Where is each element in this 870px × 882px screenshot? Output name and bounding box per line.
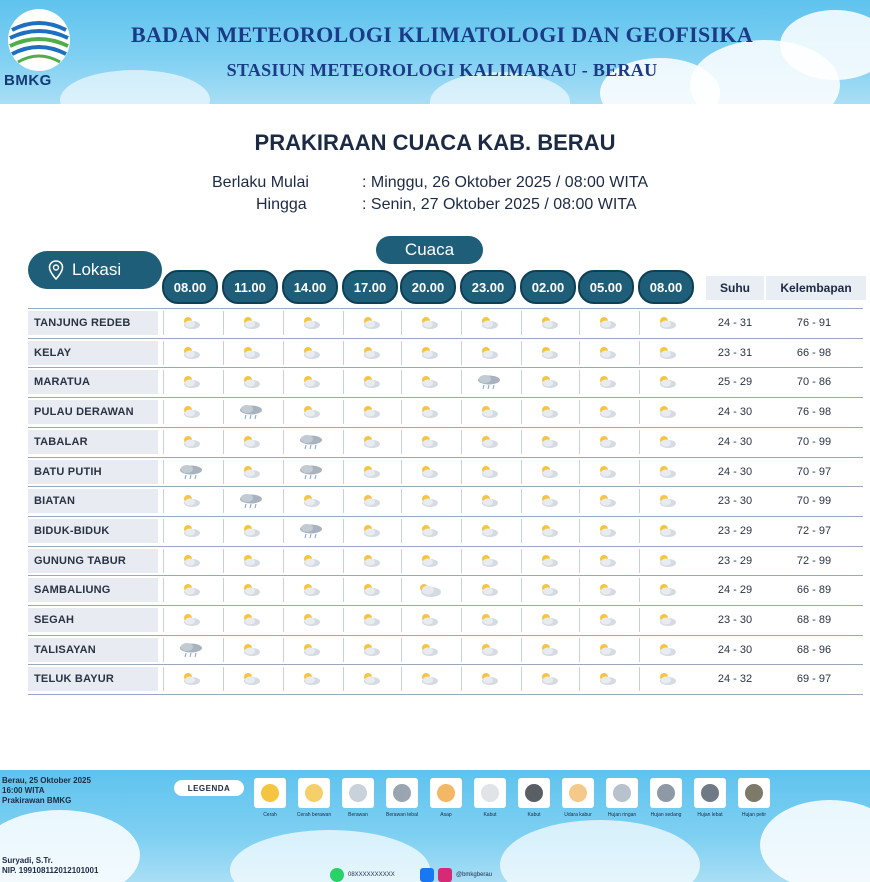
temperature-value: 24 - 30 [706,400,764,424]
row-divider [28,546,863,547]
location-name: SEGAH [28,608,158,632]
partly-cloudy-icon [639,638,693,662]
legend-item [250,778,290,818]
partly-cloudy-icon [223,578,277,602]
partly-cloudy-icon [401,608,455,632]
partly-cloudy-icon [401,549,455,573]
temperature-value: 24 - 30 [706,430,764,454]
partly-cloudy-icon [461,400,515,424]
legend-label: Hujan lebat [697,812,723,818]
issue-date: Berau, 25 Oktober 2025 16:00 WITA Prakirawan BMKG [2,776,91,805]
partly-cloudy-icon [401,341,455,365]
humidity-value: 66 - 89 [766,578,862,602]
humidity-value: 70 - 97 [766,460,862,484]
partly-cloudy-icon [521,370,575,394]
legend-item [558,778,598,818]
partly-cloudy-icon [521,578,575,602]
partly-cloudy-icon [343,638,397,662]
partly-cloudy-icon [639,549,693,573]
partly-cloudy-icon [639,370,693,394]
partly-cloudy-icon [521,489,575,513]
legend-label: Hujan ringan [607,812,637,818]
legend-item [470,778,510,818]
whatsapp-icon [330,868,344,882]
light-rain-icon [163,638,217,662]
location-pin-icon [48,260,64,280]
location-name: TABALAR [28,430,158,454]
row-divider [28,427,863,428]
mist-icon [525,784,543,802]
partly-cloudy-icon [343,460,397,484]
partly-cloudy-icon [163,400,217,424]
location-name: KELAY [28,341,158,365]
social-contact: @bmkgberau [420,868,492,882]
location-name: TELUK BAYUR [28,667,158,691]
partly-cloudy-icon [283,400,337,424]
legend-label: Kabut [483,812,497,818]
partly-cloudy-icon [461,311,515,335]
light-rain-icon [223,489,277,513]
partly-cloudy-icon [579,370,633,394]
humidity-value: 69 - 97 [766,667,862,691]
whatsapp-contact: 08XXXXXXXXXX [330,868,395,882]
partly-cloudy-icon [163,608,217,632]
humidity-value: 72 - 97 [766,519,862,543]
agency-title: BADAN METEOROLOGI KLIMATOLOGI DAN GEOFISIKA [130,22,754,47]
humidity-value: 70 - 86 [766,370,862,394]
legend-label: Hujan sedang [650,812,682,818]
valid-to-label: Hingga [256,196,307,213]
partly-cloudy-icon [639,460,693,484]
legend-item [338,778,378,818]
location-name: SAMBALIUNG [28,578,158,602]
partly-cloudy-icon [223,549,277,573]
valid-from-value: : Minggu, 26 Oktober 2025 / 08:00 WITA [362,174,649,191]
humidity-value: 72 - 99 [766,549,862,573]
partly-cloudy-icon [163,578,217,602]
row-divider [28,694,863,695]
partly-cloudy-icon [305,784,323,802]
partly-cloudy-icon [401,519,455,543]
location-name: TANJUNG REDEB [28,311,158,335]
partly-cloudy-icon [521,460,575,484]
humidity-value: 70 - 99 [766,430,862,454]
partly-cloudy-icon [223,519,277,543]
temperature-value: 24 - 30 [706,638,764,662]
partly-cloudy-icon [223,370,277,394]
light-rain-icon [613,784,631,802]
light-rain-icon [223,400,277,424]
partly-cloudy-icon [579,549,633,573]
partly-cloudy-icon [163,549,217,573]
moderate-rain-icon [657,784,675,802]
valid-from-label: Berlaku Mulai [212,174,309,191]
partly-cloudy-icon [223,608,277,632]
cuaca-header: Cuaca [376,236,483,264]
signature-block: Suryadi, S.Tr. NIP. 199108112012101001 [2,856,99,875]
legend-label: Udara kabur [564,812,592,818]
partly-cloudy-icon [343,549,397,573]
partly-cloudy-icon [163,311,217,335]
facebook-icon [420,868,434,882]
partly-cloudy-icon [521,341,575,365]
time-header-3: 17.00 [342,270,398,304]
row-divider [28,516,863,517]
partly-cloudy-icon [343,311,397,335]
lokasi-header [28,251,162,289]
partly-cloudy-icon [343,430,397,454]
time-header-2: 14.00 [282,270,338,304]
kelembapan-header: Kelembapan [766,276,866,300]
partly-cloudy-icon [579,400,633,424]
partly-cloudy-icon [283,667,337,691]
humidity-value: 68 - 96 [766,638,862,662]
partly-cloudy-icon [163,667,217,691]
row-divider [28,664,863,665]
temperature-value: 23 - 30 [706,489,764,513]
partly-cloudy-icon [639,489,693,513]
legend-title: LEGENDA [174,780,244,796]
partly-cloudy-icon [223,311,277,335]
temperature-value: 24 - 32 [706,667,764,691]
legend-item [514,778,554,818]
temperature-value: 25 - 29 [706,370,764,394]
legend-label: Cerah [263,812,277,818]
legend-item [602,778,642,818]
row-divider [28,308,863,309]
page-title: PRAKIRAAN CUACA KAB. BERAU [254,130,616,155]
partly-cloudy-icon [579,638,633,662]
partly-cloudy-icon [639,430,693,454]
partly-cloudy-icon [461,341,515,365]
location-name: GUNUNG TABUR [28,549,158,573]
partly-cloudy-icon [639,578,693,602]
partly-cloudy-icon [521,311,575,335]
partly-cloudy-icon [461,638,515,662]
partly-cloudy-icon [521,667,575,691]
temperature-value: 23 - 31 [706,341,764,365]
partly-cloudy-icon [401,460,455,484]
humidity-value: 70 - 99 [766,489,862,513]
row-divider [28,605,863,606]
partly-cloudy-icon [579,519,633,543]
light-rain-icon [283,460,337,484]
location-name: BATU PUTIH [28,460,158,484]
partly-cloudy-icon [461,549,515,573]
partly-cloudy-icon [223,638,277,662]
validity-period [212,174,648,218]
partly-cloudy-icon [401,430,455,454]
partly-cloudy-icon [343,519,397,543]
row-divider [28,486,863,487]
partly-cloudy-icon [343,341,397,365]
bmkg-logo-text: BMKG [4,72,52,89]
location-name: BIATAN [28,489,158,513]
station-subtitle: STASIUN METEOROLOGI KALIMARAU - BERAU [226,60,658,80]
legend-label: Berawan tebal [386,812,418,818]
partly-cloudy-icon [521,430,575,454]
partly-cloudy-icon [639,400,693,424]
legend-item [690,778,730,818]
legend-item [734,778,774,818]
cloudy-icon [401,578,455,602]
partly-cloudy-icon [223,430,277,454]
humidity-value: 76 - 91 [766,311,862,335]
legend-label: Kabut [527,812,541,818]
footer-banner [0,770,870,882]
partly-cloudy-icon [461,667,515,691]
partly-cloudy-icon [283,638,337,662]
row-divider [28,397,863,398]
time-header-5: 23.00 [460,270,516,304]
partly-cloudy-icon [163,341,217,365]
legend-label: Hujan petir [741,812,767,818]
overcast-icon [393,784,411,802]
header-banner [0,0,870,104]
partly-cloudy-icon [223,341,277,365]
partly-cloudy-icon [401,667,455,691]
partly-cloudy-icon [639,667,693,691]
partly-cloudy-icon [579,578,633,602]
partly-cloudy-icon [579,341,633,365]
partly-cloudy-icon [461,578,515,602]
row-divider [28,457,863,458]
partly-cloudy-icon [639,311,693,335]
row-divider [28,338,863,339]
humidity-value: 76 - 98 [766,400,862,424]
partly-cloudy-icon [283,549,337,573]
time-header-8: 08.00 [638,270,694,304]
partly-cloudy-icon [461,519,515,543]
time-header-0: 08.00 [162,270,218,304]
time-header-7: 05.00 [578,270,634,304]
instagram-icon [438,868,452,882]
light-rain-icon [461,370,515,394]
humidity-value: 66 - 98 [766,341,862,365]
partly-cloudy-icon [401,370,455,394]
location-name: PULAU DERAWAN [28,400,158,424]
row-divider [28,635,863,636]
partly-cloudy-icon [639,519,693,543]
partly-cloudy-icon [461,430,515,454]
partly-cloudy-icon [579,489,633,513]
partly-cloudy-icon [223,460,277,484]
partly-cloudy-icon [461,460,515,484]
location-name: BIDUK-BIDUK [28,519,158,543]
legend-label: Asap [440,812,452,818]
partly-cloudy-icon [579,430,633,454]
partly-cloudy-icon [343,667,397,691]
humidity-value: 68 - 89 [766,608,862,632]
lokasi-label: Lokasi [72,260,122,279]
suhu-header: Suhu [706,276,764,300]
partly-cloudy-icon [401,489,455,513]
partly-cloudy-icon [343,400,397,424]
time-header-4: 20.00 [400,270,456,304]
partly-cloudy-icon [401,400,455,424]
location-name: TALISAYAN [28,638,158,662]
light-rain-icon [283,430,337,454]
partly-cloudy-icon [521,519,575,543]
partly-cloudy-icon [579,667,633,691]
partly-cloudy-icon [521,400,575,424]
temperature-value: 24 - 30 [706,460,764,484]
temperature-value: 23 - 29 [706,519,764,543]
legend-item [646,778,686,818]
partly-cloudy-icon [579,460,633,484]
legend-item [382,778,422,818]
legend-item [294,778,334,818]
partly-cloudy-icon [343,608,397,632]
row-divider [28,575,863,576]
partly-cloudy-icon [163,430,217,454]
partly-cloudy-icon [163,370,217,394]
legend-label: Cerah berawan [296,812,332,818]
cloudy-icon [349,784,367,802]
partly-cloudy-icon [639,608,693,632]
partly-cloudy-icon [283,370,337,394]
partly-cloudy-icon [283,578,337,602]
heavy-rain-icon [701,784,719,802]
partly-cloudy-icon [343,370,397,394]
partly-cloudy-icon [283,608,337,632]
partly-cloudy-icon [343,489,397,513]
legend-item [426,778,466,818]
thunderstorm-icon [745,784,763,802]
sun-icon [261,784,279,802]
temperature-value: 24 - 29 [706,578,764,602]
partly-cloudy-icon [401,311,455,335]
partly-cloudy-icon [283,311,337,335]
partly-cloudy-icon [521,608,575,632]
valid-to-value: : Senin, 27 Oktober 2025 / 08:00 WITA [362,196,637,213]
time-header-6: 02.00 [520,270,576,304]
partly-cloudy-icon [283,489,337,513]
time-header-1: 11.00 [222,270,278,304]
location-name: MARATUA [28,370,158,394]
haze-icon [569,784,587,802]
temperature-value: 23 - 29 [706,549,764,573]
temperature-value: 24 - 31 [706,311,764,335]
partly-cloudy-icon [461,608,515,632]
partly-cloudy-icon [521,549,575,573]
partly-cloudy-icon [521,638,575,662]
partly-cloudy-icon [579,311,633,335]
partly-cloudy-icon [579,608,633,632]
partly-cloudy-icon [639,341,693,365]
fog-icon [481,784,499,802]
partly-cloudy-icon [343,578,397,602]
partly-cloudy-icon [401,638,455,662]
partly-cloudy-icon [461,489,515,513]
partly-cloudy-icon [163,519,217,543]
legend-label: Berawan [348,812,368,818]
partly-cloudy-icon [283,341,337,365]
partly-cloudy-icon [223,667,277,691]
smoke-icon [437,784,455,802]
row-divider [28,367,863,368]
light-rain-icon [163,460,217,484]
partly-cloudy-icon [163,489,217,513]
temperature-value: 23 - 30 [706,608,764,632]
light-rain-icon [283,519,337,543]
